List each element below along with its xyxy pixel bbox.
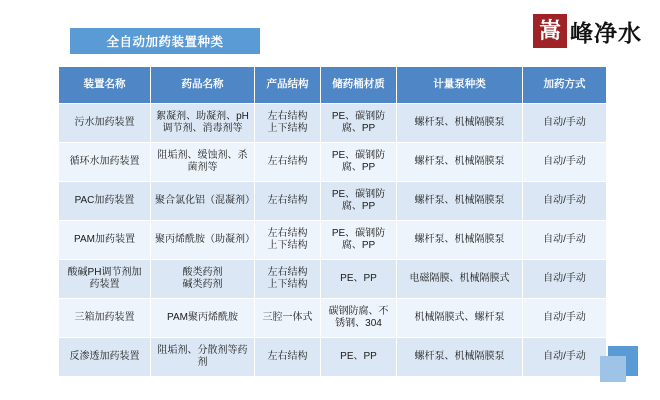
cell-tank-material: 碳钢防腐、不锈钢、304 bbox=[321, 299, 397, 338]
cell-chemical-name: PAM聚丙烯酰胺 bbox=[151, 299, 255, 338]
decorative-squares bbox=[600, 346, 644, 386]
cell-chemical-name: 聚丙烯酰胺（助凝剂） bbox=[151, 221, 255, 260]
column-header-product-structure: 产品结构 bbox=[255, 67, 321, 104]
column-header-metering-pump: 计量泵种类 bbox=[397, 67, 523, 104]
cell-tank-material: PE、PP bbox=[321, 260, 397, 299]
table-header bbox=[59, 67, 607, 104]
cell-product-structure: 左右结构 bbox=[255, 143, 321, 182]
table-row bbox=[59, 260, 607, 299]
cell-dosing-mode: 自动/手动 bbox=[523, 104, 607, 143]
cell-product-structure: 左右结构 上下结构 bbox=[255, 260, 321, 299]
cell-tank-material: PE、碳钢防腐、PP bbox=[321, 143, 397, 182]
cell-device-name: PAC加药装置 bbox=[59, 182, 151, 221]
cell-chemical-name: 阻垢剂、缓蚀剂、杀菌剂等 bbox=[151, 143, 255, 182]
cell-device-name: PAM加药装置 bbox=[59, 221, 151, 260]
cell-dosing-mode: 自动/手动 bbox=[523, 221, 607, 260]
decorative-square-front bbox=[600, 356, 626, 382]
logo-text: 峰净水 bbox=[570, 19, 642, 47]
cell-device-name: 酸碱PH调节剂加药装置 bbox=[59, 260, 151, 299]
cell-dosing-mode: 自动/手动 bbox=[523, 338, 607, 377]
cell-product-structure: 左右结构 上下结构 bbox=[255, 104, 321, 143]
device-type-table bbox=[58, 66, 606, 377]
cell-product-structure: 左右结构 bbox=[255, 338, 321, 377]
logo-mark-icon: 嵩 bbox=[533, 14, 567, 48]
table-grid bbox=[58, 66, 607, 377]
company-logo bbox=[533, 14, 642, 48]
cell-metering-pump: 螺杆泵、机械隔膜泵 bbox=[397, 104, 523, 143]
cell-chemical-name: 聚合氯化铝（混凝剂） bbox=[151, 182, 255, 221]
table-body bbox=[59, 104, 607, 377]
cell-metering-pump: 螺杆泵、机械隔膜泵 bbox=[397, 221, 523, 260]
cell-tank-material: PE、碳钢防腐、PP bbox=[321, 221, 397, 260]
cell-product-structure: 三腔一体式 bbox=[255, 299, 321, 338]
cell-tank-material: PE、PP bbox=[321, 338, 397, 377]
table-row bbox=[59, 299, 607, 338]
cell-dosing-mode: 自动/手动 bbox=[523, 143, 607, 182]
cell-metering-pump: 机械隔膜式、螺杆泵 bbox=[397, 299, 523, 338]
cell-dosing-mode: 自动/手动 bbox=[523, 260, 607, 299]
table-row bbox=[59, 104, 607, 143]
cell-device-name: 三箱加药装置 bbox=[59, 299, 151, 338]
table-row bbox=[59, 221, 607, 260]
cell-metering-pump: 电磁隔膜、机械隔膜式 bbox=[397, 260, 523, 299]
cell-tank-material: PE、碳钢防腐、PP bbox=[321, 182, 397, 221]
cell-dosing-mode: 自动/手动 bbox=[523, 299, 607, 338]
table-row bbox=[59, 338, 607, 377]
cell-tank-material: PE、碳钢防腐、PP bbox=[321, 104, 397, 143]
cell-device-name: 污水加药装置 bbox=[59, 104, 151, 143]
cell-chemical-name: 阻垢剂、分散剂等药剂 bbox=[151, 338, 255, 377]
cell-metering-pump: 螺杆泵、机械隔膜泵 bbox=[397, 143, 523, 182]
cell-dosing-mode: 自动/手动 bbox=[523, 182, 607, 221]
table-row bbox=[59, 182, 607, 221]
cell-metering-pump: 螺杆泵、机械隔膜泵 bbox=[397, 182, 523, 221]
column-header-dosing-mode: 加药方式 bbox=[523, 67, 607, 104]
column-header-chemical-name: 药品名称 bbox=[151, 67, 255, 104]
cell-product-structure: 左右结构 bbox=[255, 182, 321, 221]
cell-device-name: 循环水加药装置 bbox=[59, 143, 151, 182]
column-header-tank-material: 储药桶材质 bbox=[321, 67, 397, 104]
table-row bbox=[59, 143, 607, 182]
cell-metering-pump: 螺杆泵、机械隔膜泵 bbox=[397, 338, 523, 377]
cell-chemical-name: 酸类药剂 碱类药剂 bbox=[151, 260, 255, 299]
page-title: 全自动加药装置种类 bbox=[70, 28, 260, 54]
column-header-device-name: 装置名称 bbox=[59, 67, 151, 104]
table-header-row bbox=[59, 67, 607, 104]
cell-product-structure: 左右结构 上下结构 bbox=[255, 221, 321, 260]
cell-chemical-name: 絮凝剂、助凝剂、pH调节剂、消毒剂等 bbox=[151, 104, 255, 143]
cell-device-name: 反渗透加药装置 bbox=[59, 338, 151, 377]
